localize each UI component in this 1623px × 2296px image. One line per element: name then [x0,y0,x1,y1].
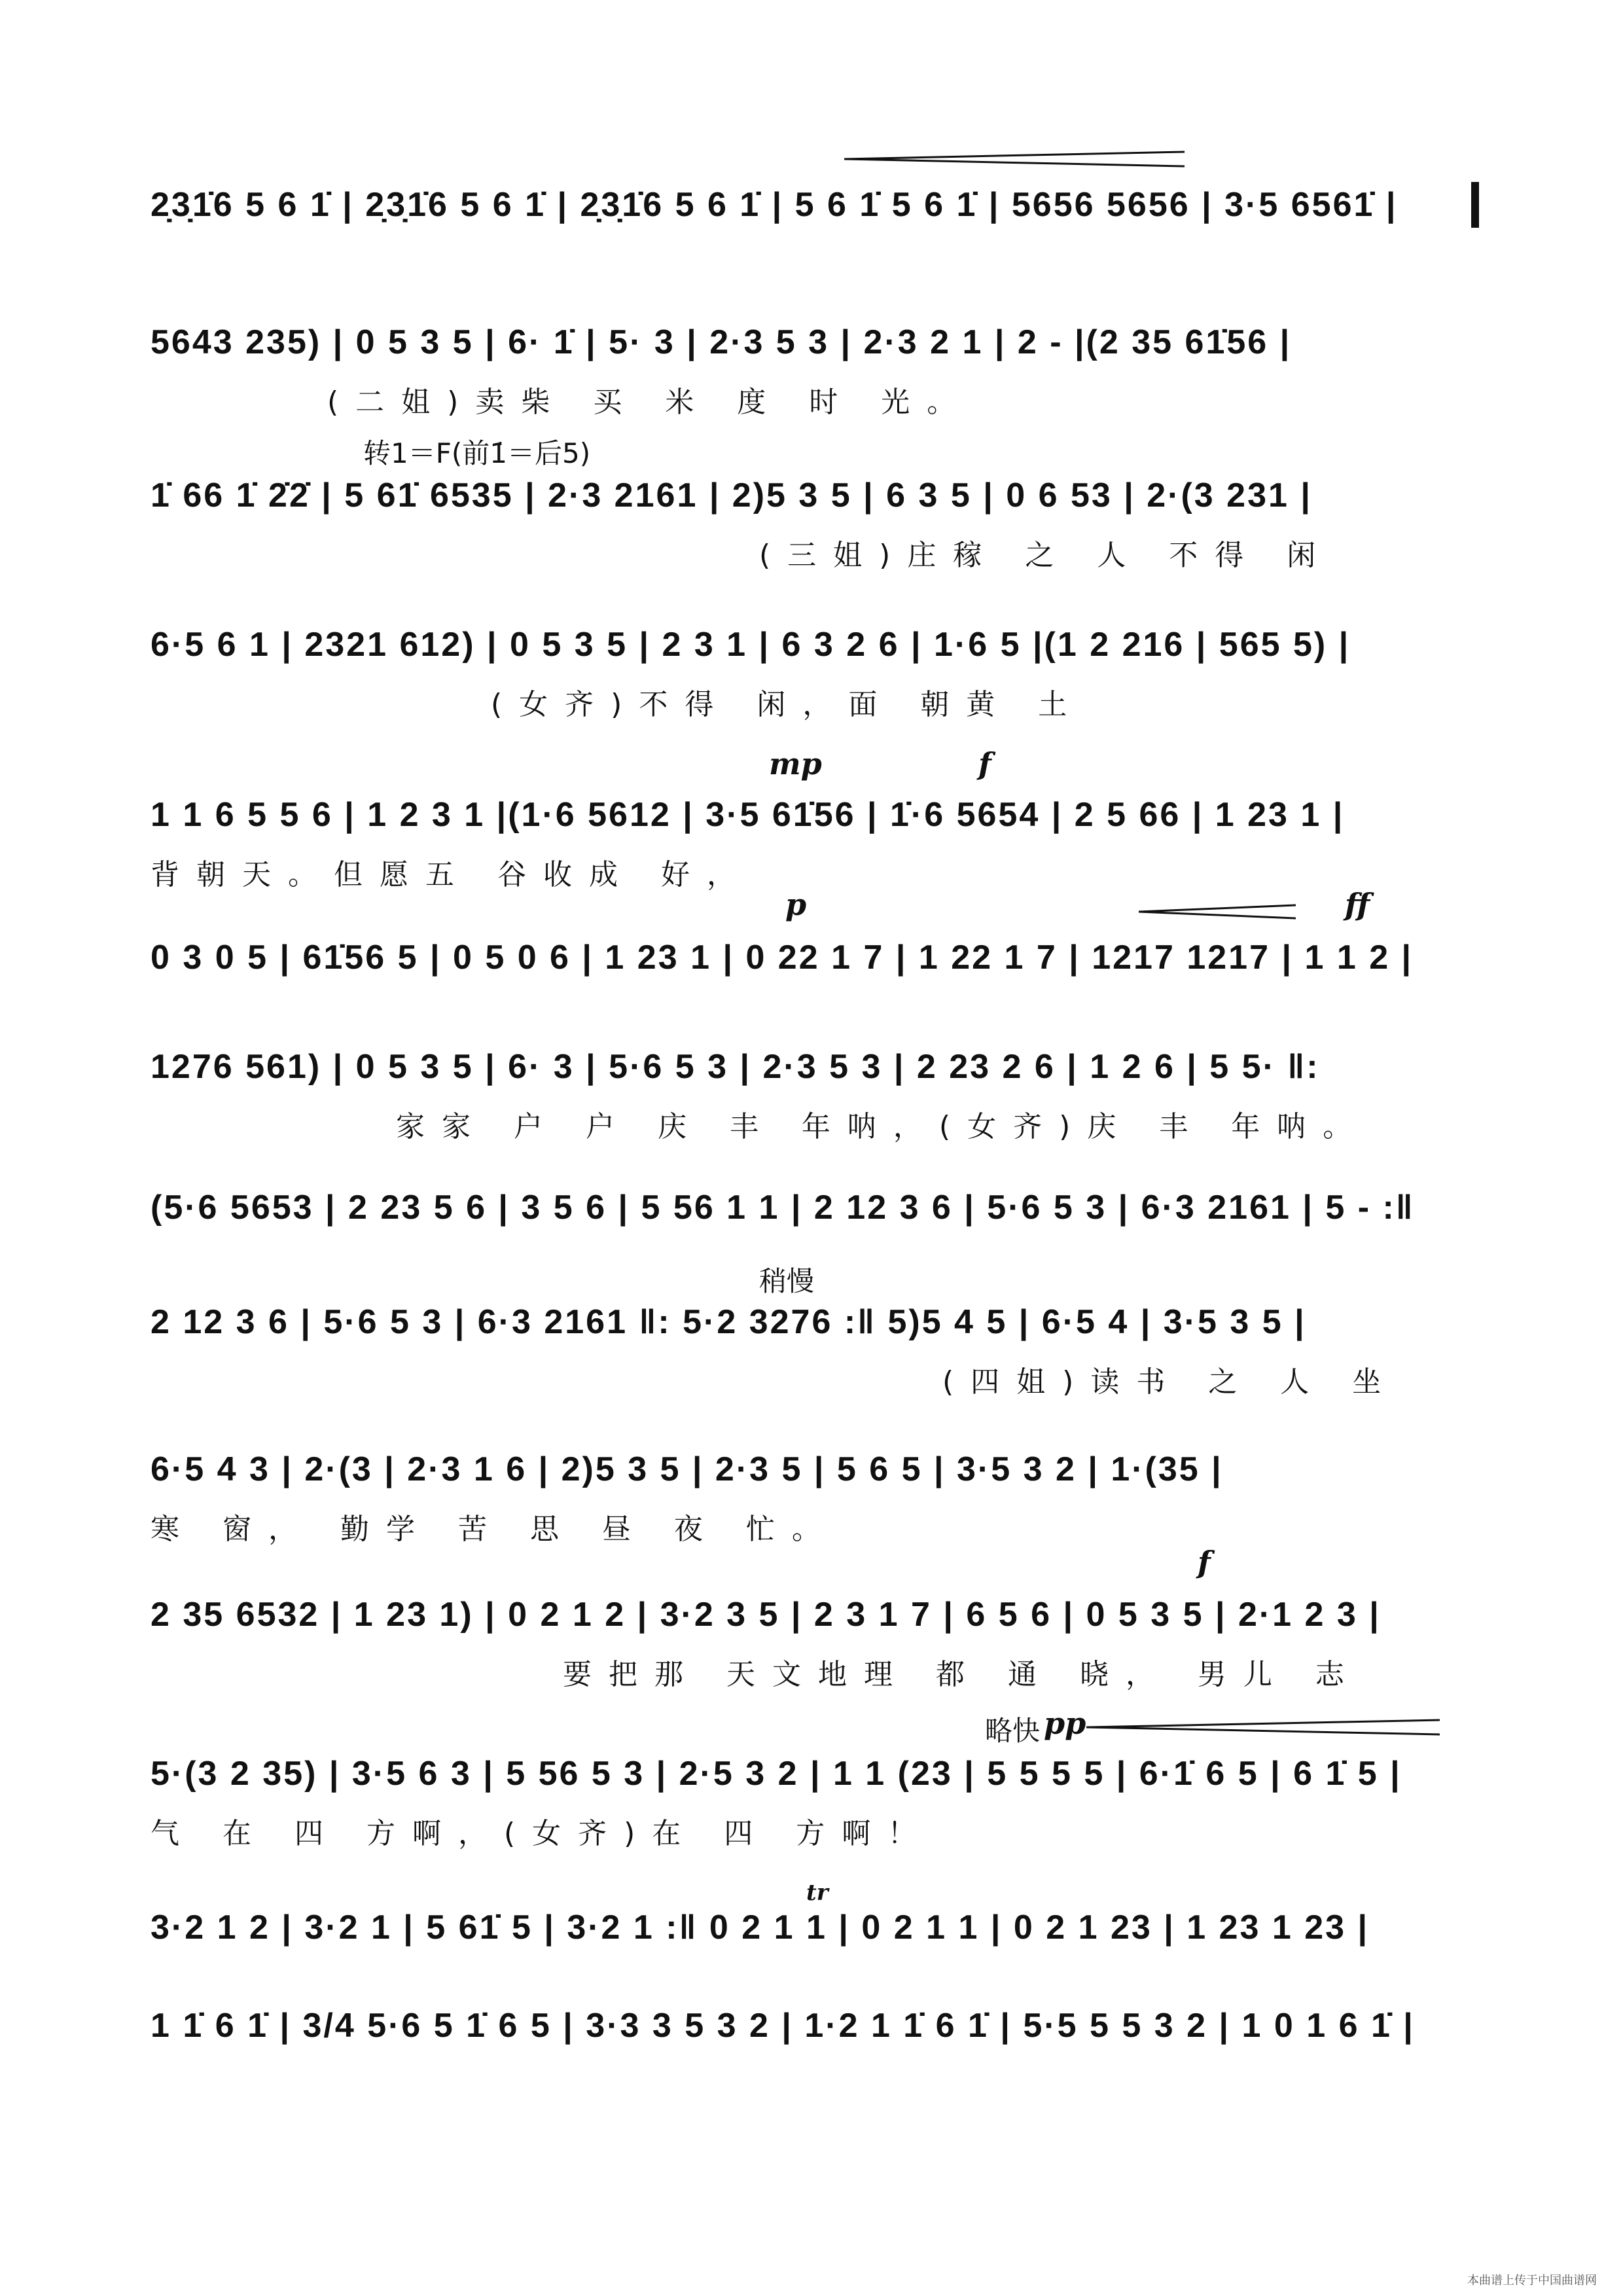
crescendo-hairpin [1086,1718,1440,1736]
lyrics-line: (女齐)不得 闲，面 朝黄 土 [491,688,1084,721]
footer-watermark: 本曲谱上传于中国曲谱网 [1467,2274,1597,2287]
notation-line: 2 35 6532 | 1 23 1) | 0 2 1 2 | 3·2 3 5 | 2 3 1 7 | 6 5 6 | 0 5 3 5 | 2·1 2 3 | [151,1596,1381,1634]
crescendo-hairpin [844,149,1185,169]
notation-line: 2 12 3 6 | 5·6 5 3 | 6·3 2161 ‖: 5·2 3276 :‖ 5)5 4 5 | 6·5 4 | 3·5 3 5 | [151,1303,1306,1341]
notation-line: 6·5 4 3 | 2·(3 | 2·3 1 6 | 2)5 3 5 | 2·3 5 | 5 6 5 | 3·5 3 2 | 1·(35 | [151,1450,1223,1488]
lyrics-line: (二姐)卖柴 买 米 度 时 光。 [327,386,973,419]
notation-line: 1 1̇ 6 1̇ | 3/4 5·6 5 1̇ 6 5 | 3·3 3 5 3 2 | 1·2 1 1̇ 6 1̇ | 5·5 5 5 3 2 | 1 0 1 6 1̇ | [151,2007,1415,2045]
notation-line: 5643 235) | 0 5 3 5 | 6· 1̇ | 5· 3 | 2·3 5 3 | 2·3 2 1 | 2 - |(2 35 61̇56 | [151,323,1292,361]
tempo-faster: 略快 [985,1715,1041,1747]
barline [1471,182,1479,228]
notation-line: 3·2 1 2 | 3·2 1 | 5 61̇ 5 | 3·2 1 :‖ 0 2 1 1 | 0 2 1 1 | 0 2 1 23 | 1 23 1 23 | [151,1909,1370,1946]
trill-mark: tr [806,1880,829,1906]
notation-line: 1̇ 66 1̇ 2̇2̇ | 5 61̇ 6535 | 2·3 2161 | 2)5 3 5 | 6 3 5 | 0 6 53 | 2·(3 231 | [151,476,1312,514]
notation-line: 6·5 6 1 | 2321 612) | 0 5 3 5 | 2 3 1 | 6 3 2 6 | 1·6 5 |(1 2 216 | 565 5) | [151,626,1351,664]
notation-line: 2̣3̣1̇6 5 6 1̇ | 2̣3̣1̇6 5 6 1̇ | 2̣3̣1̇6 5 6 1̇ | 5 6 1̇ 5 6 1̇ | 5656 5656 | 3·5 6561̇ | [151,186,1398,224]
lyrics-line: (三姐)庄稼 之 人 不得 闲 [759,539,1333,572]
lyrics-line: 寒 窗， 勤学 苦 思 昼 夜 忙。 [151,1513,838,1546]
dynamic-f: f [978,746,991,781]
crescendo-hairpin [1139,903,1296,920]
key-change-label: 转1＝F(前1̇＝后5) [363,437,591,469]
lyrics-line: (四姐)读书 之 人 坐 [942,1365,1399,1399]
notation-line: 0 3 0 5 | 61̇56 5 | 0 5 0 6 | 1 23 1 | 0 22 1 7 | 1 22 1 7 | 1217 1217 | 1 1 2 | [151,939,1414,977]
dynamic-p: p [785,887,807,922]
lyrics-line: 家家 户 户 庆 丰 年呐，(女齐)庆 丰 年呐。 [396,1110,1369,1143]
dynamic-pp: pp [1044,1706,1086,1741]
dynamic-mp: mp [769,746,822,781]
lyrics-line: 气 在 四 方啊，(女齐)在 四 方啊！ [151,1817,934,1850]
notation-line: 5·(3 2 35) | 3·5 6 3 | 5 56 5 3 | 2·5 3 2 | 1 1 (23 | 5 5 5 5 | 6·1̇ 6 5 | 6 1̇ 5 | [151,1755,1402,1793]
notation-line: 1 1 6 5 5 6 | 1 2 3 1 |(1·6 5612 | 3·5 61̇56 | 1̇·6 5654 | 2 5 66 | 1 23 1 | [151,796,1345,834]
notation-line: (5·6 5653 | 2 23 5 6 | 3 5 6 | 5 56 1 1 | 2 12 3 6 | 5·6 5 3 | 6·3 2161 | 5 - :‖ [151,1189,1415,1227]
notation-line: 1276 561) | 0 5 3 5 | 6· 3 | 5·6 5 3 | 2·3 5 3 | 2 23 2 6 | 1 2 6 | 5 5· ‖: [151,1048,1320,1086]
lyrics-line: 背朝天。但愿五 谷收成 好， [151,858,753,891]
dynamic-ff: ff [1345,887,1370,922]
lyrics-line: 要把那 天文地理 都 通 晓， 男儿 志 [563,1658,1361,1691]
dynamic-f: f [1198,1545,1211,1580]
tempo-slower: 稍慢 [759,1265,815,1297]
